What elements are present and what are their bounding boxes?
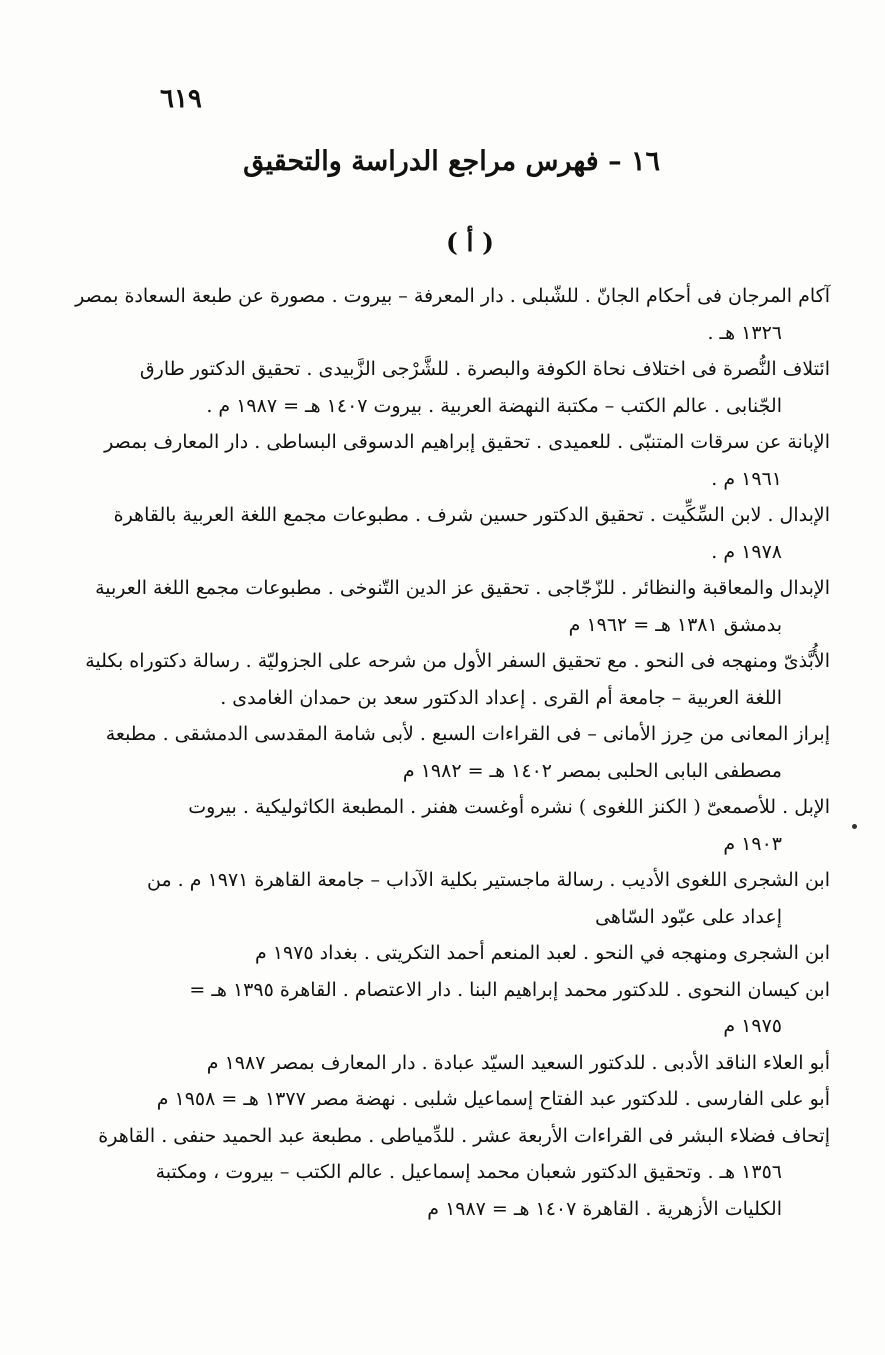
entry-continuation-line: مصطفى البابى الحلبى بمصر ١٤٠٢ هـ = ١٩٨٢ م [402,759,782,782]
bibliography-entry [130,1081,830,1118]
section-letter-heading: ( أ ) [445,228,494,257]
bibliography-entry [104,424,830,497]
entry-continuation-line: الجّنابى . عالم الكتب – مكتبة النهضة العربية . بيروت ١٤٠٧ هـ = ١٩٨٧ م . [206,394,782,417]
bibliography-entry [130,1045,830,1082]
bibliography-entry [105,716,830,789]
entry-first-line: الأُبَّذىّ ومنهجه فى النحو . مع تحقيق السفر الأول من شرحه على الجزوليّة . رسالة دكتوراه بكلية [85,650,830,672]
entry-first-line: ابن الشجرى اللغوى الأديب . رسالة ماجستير بكلية الآداب – جامعة القاهرة ١٩٧١ م . من [147,869,830,891]
entry-continuation-line: إعداد على عبّود السّاهى [595,905,782,928]
bibliography-list [75,278,830,1227]
bibliography-entry [130,972,830,1045]
bibliography-entry [98,1118,830,1228]
entry-first-line: ائتلاف النُّصرة فى اختلاف نحاة الكوفة والبصرة . للشَّرْجى الزَّبيدى . تحقيق الدكتور طارق [139,358,830,380]
entry-continuation-line: ١٩٧٨ م . [711,540,782,563]
bibliography-entry [95,570,830,643]
entry-continuation-line: بدمشق ١٣٨١ هـ = ١٩٦٢ م [568,613,782,636]
page-number: ٦١٩ [160,84,202,114]
bibliography-entry [75,278,830,351]
entry-continuation-line: ١٣٥٦ هـ . وتحقيق الدكتور شعبان محمد إسماعيل . عالم الكتب – بيروت ، ومكتبة [155,1161,782,1183]
entry-continuation-line: ١٩٦١ م . [711,467,782,490]
entry-first-line: الإبدال . لابن السِّكِّيت . تحقيق الدكتور حسين شرف . مطبوعات مجمع اللغة العربية بالقاهرة [113,504,830,526]
entry-continuation-line: الكليات الأزهرية . القاهرة ١٤٠٧ هـ = ١٩٨٧ م [427,1197,782,1220]
entry-first-line: أبو على الفارسى . للدكتور عبد الفتاح إسماعيل شلبى . نهضة مصر ١٣٧٧ هـ = ١٩٥٨ م [156,1088,830,1110]
bibliography-entry [113,497,830,570]
entry-first-line: الإبل . للأصمعىّ ( الكنز اللغوى ) نشره أوغست هفنر . المطبعة الكاثوليكية . بيروت [188,796,830,818]
bibliography-entry [130,351,830,424]
margin-mark [852,824,857,829]
entry-first-line: ابن الشجرى ومنهجه في النحو . لعبد المنعم أحمد التكريتى . بغداد ١٩٧٥ م [255,942,830,964]
entry-first-line: الإبدال والمعاقبة والنظائر . للزّجّاجى . تحقيق عز الدين التّنوخى . مطبوعات مجمع اللغة العربية [95,577,830,599]
entry-continuation-line: ١٩٧٥ م [723,1015,782,1037]
entry-continuation-line: اللغة العربية – جامعة أم القرى . إعداد الدكتور سعد بن حمدان الغامدى . [220,686,782,709]
entry-continuation-line: ١٩٠٣ م [723,832,782,855]
entry-first-line: الإبانة عن سرقات المتنبّى . للعميدى . تحقيق إبراهيم الدسوقى البساطى . دار المعارف بمصر [104,431,830,453]
entry-first-line: إتحاف فضلاء البشر فى القراءات الأربعة عشر . للدِّمياطى . مطبعة عبد الحميد حنفى . القاهرة [98,1124,830,1147]
entry-first-line: أبو العلاء الناقد الأدبى . للدكتور السعيد السيّد عبادة . دار المعارف بمصر ١٩٨٧ م [206,1051,830,1074]
entry-first-line: إبراز المعانى من حِرز الأمانى – فى القراءات السبع . لأبى شامة المقدسى الدمشقى . مطبعة [105,723,830,745]
bibliography-entry [130,789,830,862]
entry-continuation-line: ١٣٢٦ هـ . [707,321,782,344]
entry-first-line: ابن كيسان النحوى . للدكتور محمد إبراهيم البنا . دار الاعتصام . القاهرة ١٣٩٥ هـ = [189,978,830,1001]
bibliography-entry [85,643,830,716]
entry-first-line: آكام المرجان فى أحكام الجانّ . للشّبلى . دار المعرفة – بيروت . مصورة عن طبعة السعادة بمصر [75,285,830,307]
chapter-title: ١٦ – فهرس مراجع الدراسة والتحقيق [243,146,660,177]
bibliography-entry [130,935,830,972]
bibliography-entry [130,862,830,935]
